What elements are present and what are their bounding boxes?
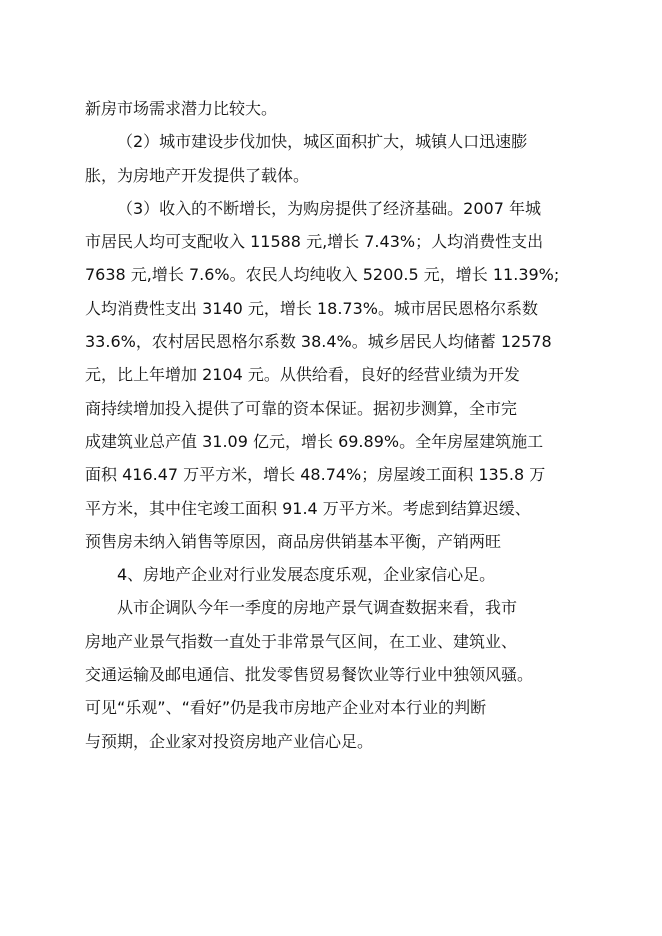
text-line: 新房市场需求潜力比较大。 bbox=[85, 99, 278, 118]
text-line: 元，比上年增加 2104 元。从供给看，良好的经营业绩为开发 bbox=[85, 365, 520, 385]
text-line: 与预期，企业家对投资房地产业信心足。 bbox=[85, 731, 374, 751]
text-line: 33.6%，农村居民恩格尔系数 38.4%。城乡居民人均储蓄 12578 bbox=[85, 332, 552, 352]
text-line: 面积 416.47 万平方米，增长 48.74%；房屋竣工面积 135.8 万 bbox=[85, 465, 546, 485]
text-line: 交通运输及邮电通信、批发零售贸易餐饮业等行业中独领风骚。 bbox=[85, 665, 534, 685]
text-line: 可见“乐观”、“看好”仍是我市房地产企业对本行业的判断 bbox=[85, 698, 487, 718]
text-line: 成建筑业总产值 31.09 亿元，增长 69.89%。全年房屋建筑施工 bbox=[85, 431, 544, 451]
text-line: （2）城市建设步伐加快，城区面积扩大，城镇人口迅速膨 bbox=[117, 132, 528, 152]
text-line: 房地产业景气指数一直处于非常景气区间，在工业、建筑业、 bbox=[85, 631, 518, 651]
text-line: 胀，为房地产开发提供了载体。 bbox=[85, 165, 310, 185]
text-line: 平方米，其中住宅竣工面积 91.4 万平方米。考虑到结算迟缓、 bbox=[85, 498, 531, 518]
text-line: 市居民人均可支配收入 11588 元,增长 7.43%；人均消费性支出 bbox=[85, 232, 544, 252]
text-line: 7638 元,增长 7.6%。农民人均纯收入 5200.5 元，增长 11.39%; bbox=[85, 265, 560, 285]
text-line: 人均消费性支出 3140 元，增长 18.73%。城市居民恩格尔系数 bbox=[85, 298, 538, 318]
text-line: （3）收入的不断增长，为购房提供了经济基础。2007 年城 bbox=[117, 198, 541, 218]
text-line: 从市企调队今年一季度的房地产景气调查数据来看，我市 bbox=[117, 598, 518, 618]
text-line: 4、房地产企业对行业发展态度乐观，企业家信心足。 bbox=[117, 565, 496, 585]
text-line: 商持续增加投入提供了可靠的资本保证。据初步测算，全市完 bbox=[85, 398, 518, 418]
body-text bbox=[85, 92, 577, 758]
text-line: 预售房未纳入销售等原因，商品房供销基本平衡，产销两旺 bbox=[85, 531, 502, 551]
